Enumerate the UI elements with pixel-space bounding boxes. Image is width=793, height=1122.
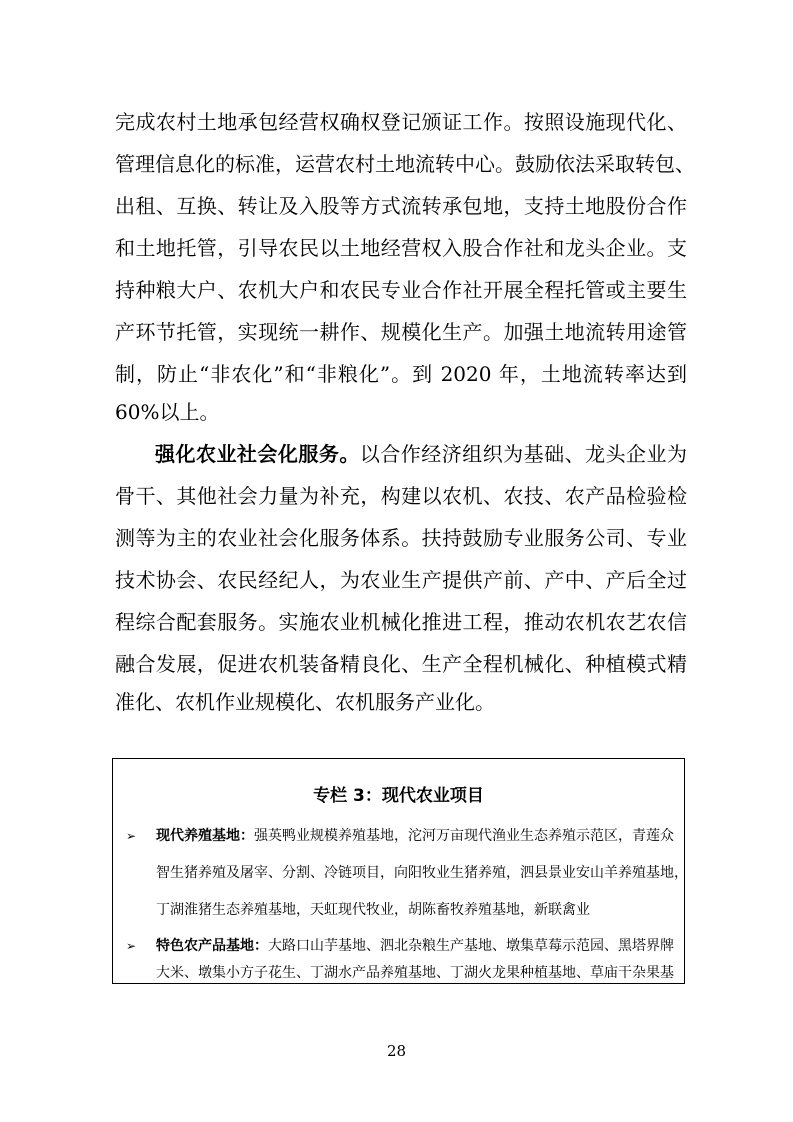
box-item-line [156, 827, 676, 845]
box-item-text: 大路口山芋基地、泗北杂粮生产基地、墩集草莓示范园、黑塔界牌 [268, 938, 674, 954]
bullet-arrow-icon: ➢ [126, 829, 137, 843]
paragraph-1-line: 和土地托管，引导农民以土地经营权入股合作社和龙头企业。支 [115, 236, 687, 260]
paragraph-1-line: 完成农村土地承包经营权确权登记颁证工作。按照设施现代化、 [115, 110, 687, 134]
box-item-line: 智生猪养殖及屠宰、分割、冷链项目，向阳牧业生猪养殖，泗县景业安山羊养殖基地， [156, 865, 688, 881]
paragraph-1-line: 60%以上。 [115, 400, 220, 424]
paragraph-2-line: 程综合配套服务。实施农业机械化推进工程，推动农机农艺农信 [115, 610, 687, 634]
paragraph-1-line: 产环节托管，实现统一耕作、规模化生产。加强土地流转用途管 [115, 320, 687, 344]
paragraph-1-line: 管理信息化的标准，运营农村土地流转中心。鼓励依法采取转包、 [115, 152, 695, 176]
paragraph-1-line: 制，防止“非农化”和“非粮化”。到 2020 年，土地流转率达到 [115, 362, 687, 386]
box-item-line: 大米、墩集小方子花生、丁湖水产品养殖基地、丁湖火龙果种植基地、草庙干杂果基 [156, 965, 674, 981]
box-item-line: 丁湖淮猪生态养殖基地，天虹现代牧业，胡陈畜牧养殖基地，新联禽业 [156, 902, 590, 918]
paragraph-2-line: 准化、农机作业规模化、农机服务产业化。 [115, 690, 495, 714]
paragraph-2-line: 骨干、其他社会力量为补充，构建以农机、农技、农产品检验检 [115, 484, 687, 508]
paragraph-1-line: 持种粮大户、农机大户和农民专业合作社开展全程托管或主要生 [115, 278, 687, 302]
paragraph-2-line: 融合发展，促进农机装备精良化、生产全程机械化、种植模式精 [115, 652, 687, 676]
paragraph-2-line: 技术协会、农民经纪人，为农业生产提供产前、产中、产后全过 [115, 568, 687, 592]
box-item-text: 强英鸭业规模养殖基地，沱河万亩现代渔业生态养殖示范区，青莲众 [254, 828, 674, 844]
section-heading: 强化农业社会化服务。 [155, 442, 360, 466]
box-title: 专栏 3：现代农业项目 [313, 786, 484, 806]
paragraph-1-line: 出租、互换、转让及入股等方式流转承包地，支持土地股份合作 [115, 194, 687, 218]
project-column-box [112, 758, 688, 984]
paragraph-2-first-line [155, 442, 687, 466]
box-item-heading: 现代养殖基地： [156, 828, 254, 844]
paragraph-2-line-text: 以合作经济组织为基础、龙头企业为 [359, 442, 688, 466]
page-number: 28 [386, 1042, 407, 1060]
box-item-line [156, 937, 676, 955]
bullet-arrow-icon: ➢ [126, 939, 137, 953]
paragraph-2-line: 测等为主的农业社会化服务体系。扶持鼓励专业服务公司、专业 [115, 526, 687, 550]
box-item-heading: 特色农产品基地： [156, 938, 268, 954]
